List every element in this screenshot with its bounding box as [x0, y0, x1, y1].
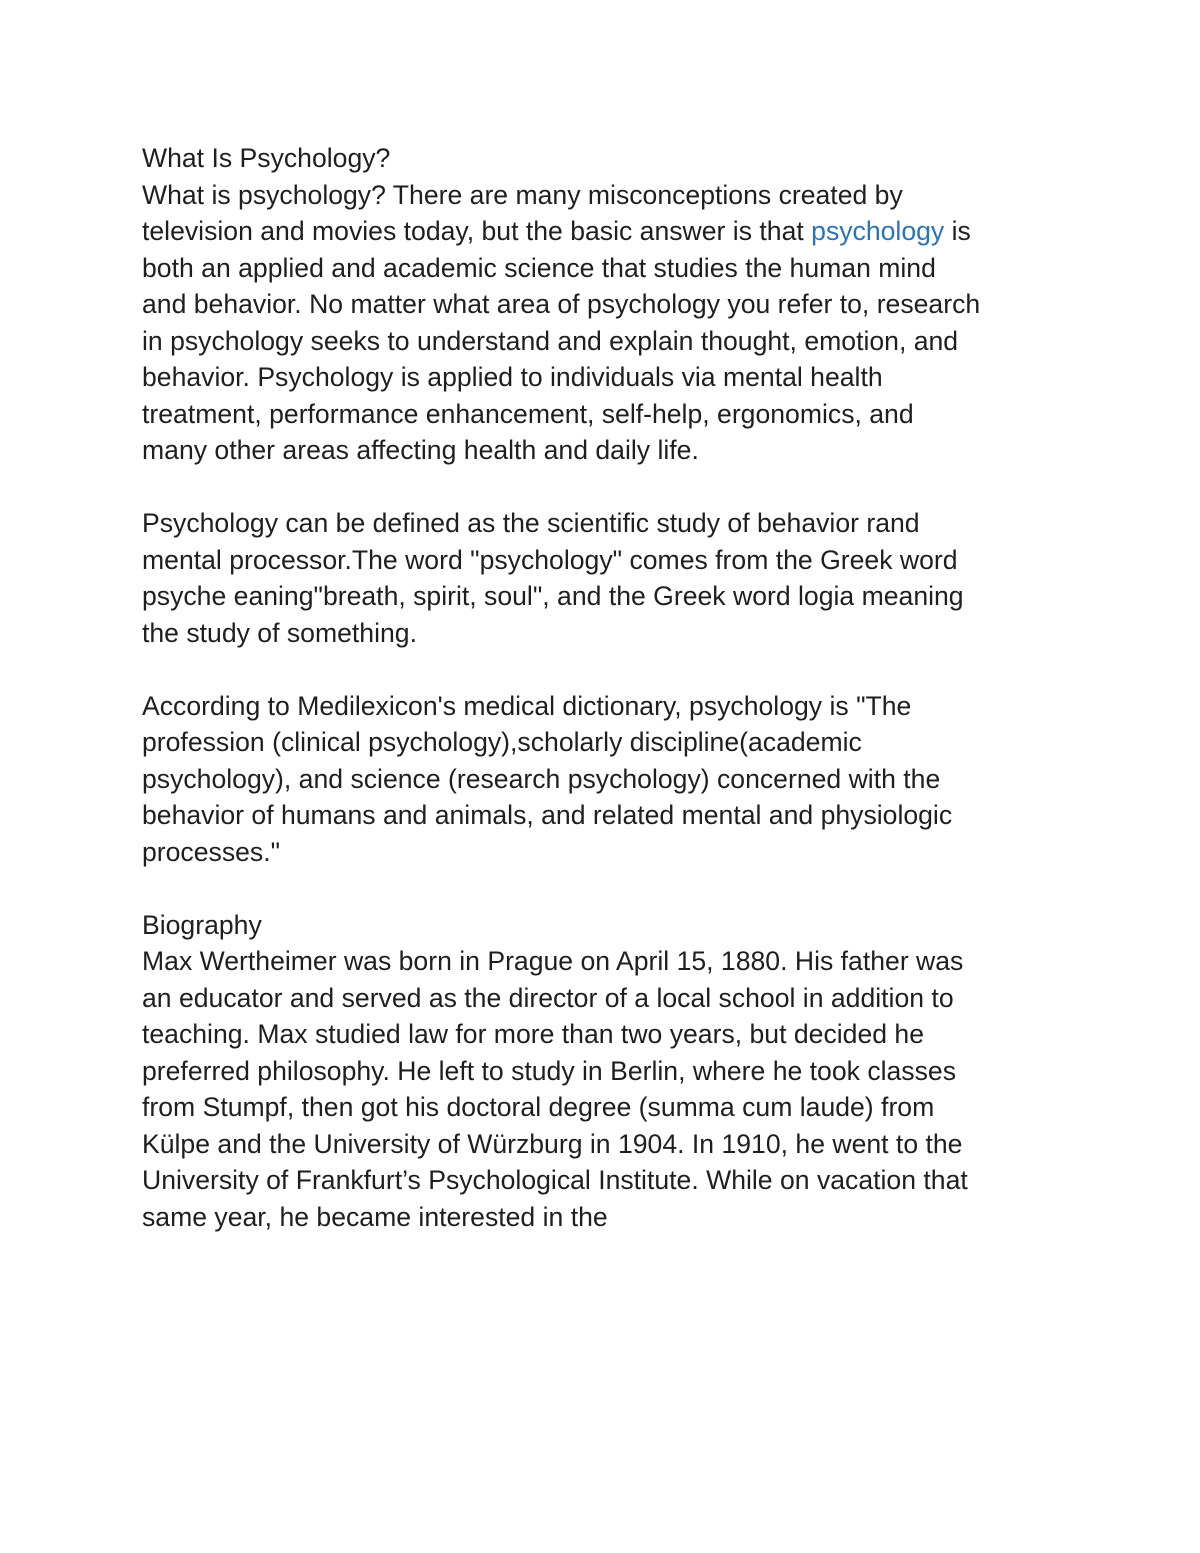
- psychology-link[interactable]: psychology: [811, 216, 945, 246]
- intro-line: in psychology seeks to understand and explain thought, emotion, and: [142, 325, 959, 356]
- paragraph-gap: [142, 870, 1072, 907]
- intro-line: treatment, performance enhancement, self-help, ergonomics, and: [142, 398, 914, 429]
- paragraph-gap: [142, 651, 1072, 688]
- biography-line: from Stumpf, then got his doctoral degree (summa cum laude) from: [142, 1092, 935, 1122]
- intro-line-text: television and movies today, but the basic answer is that: [142, 216, 812, 246]
- definition-line: Psychology can be defined as the scientific study of behavior rand: [142, 508, 920, 538]
- biography-line: Külpe and the University of Würzburg in 1904. In 1910, he went to the: [142, 1128, 963, 1159]
- dictionary-line: psychology), and science (research psychology) concerned with the: [142, 763, 941, 794]
- definition-line: the study of something.: [142, 617, 417, 648]
- document-body: [142, 140, 1072, 1235]
- biography-line: University of Frankfurt’s Psychological Institute. While on vacation that: [142, 1165, 968, 1195]
- biography-heading: Biography: [142, 909, 262, 940]
- biography-paragraph: [142, 943, 1072, 1235]
- document-title: What Is Psychology?: [142, 143, 391, 173]
- intro-line: and behavior. No matter what area of psychology you refer to, research: [142, 289, 981, 319]
- biography-line: teaching. Max studied law for more than two years, but decided he: [142, 1019, 924, 1049]
- intro-line: many other areas affecting health and daily life.: [142, 435, 699, 465]
- biography-line: an educator and served as the director of a local school in addition to: [142, 982, 954, 1013]
- paragraph-gap: [142, 469, 1072, 506]
- dictionary-line: processes.": [142, 836, 281, 867]
- dictionary-paragraph: [142, 688, 1072, 871]
- intro-line-text: is: [944, 216, 971, 246]
- biography-line: same year, he became interested in the: [142, 1201, 608, 1232]
- dictionary-line: profession (clinical psychology),scholarly discipline(academic: [142, 727, 862, 757]
- dictionary-line: According to Medilexicon's medical dictionary, psychology is "The: [142, 690, 912, 721]
- definition-line: psyche eaning"breath, spirit, soul", and the Greek word logia meaning: [142, 581, 964, 611]
- intro-line: [142, 213, 1072, 250]
- intro-line: behavior. Psychology is applied to individuals via mental health: [142, 362, 883, 392]
- biography-line: preferred philosophy. He left to study in Berlin, where he took classes: [142, 1055, 956, 1086]
- intro-paragraph: [142, 177, 1072, 469]
- dictionary-line: behavior of humans and animals, and related mental and physiologic: [142, 800, 953, 830]
- biography-line: Max Wertheimer was born in Prague on April 15, 1880. His father was: [142, 946, 964, 976]
- definition-line: mental processor.The word "psychology" comes from the Greek word: [142, 544, 958, 575]
- definition-paragraph: [142, 505, 1072, 651]
- intro-line: both an applied and academic science that studies the human mind: [142, 252, 936, 283]
- intro-line: What is psychology? There are many misconceptions created by: [142, 179, 903, 210]
